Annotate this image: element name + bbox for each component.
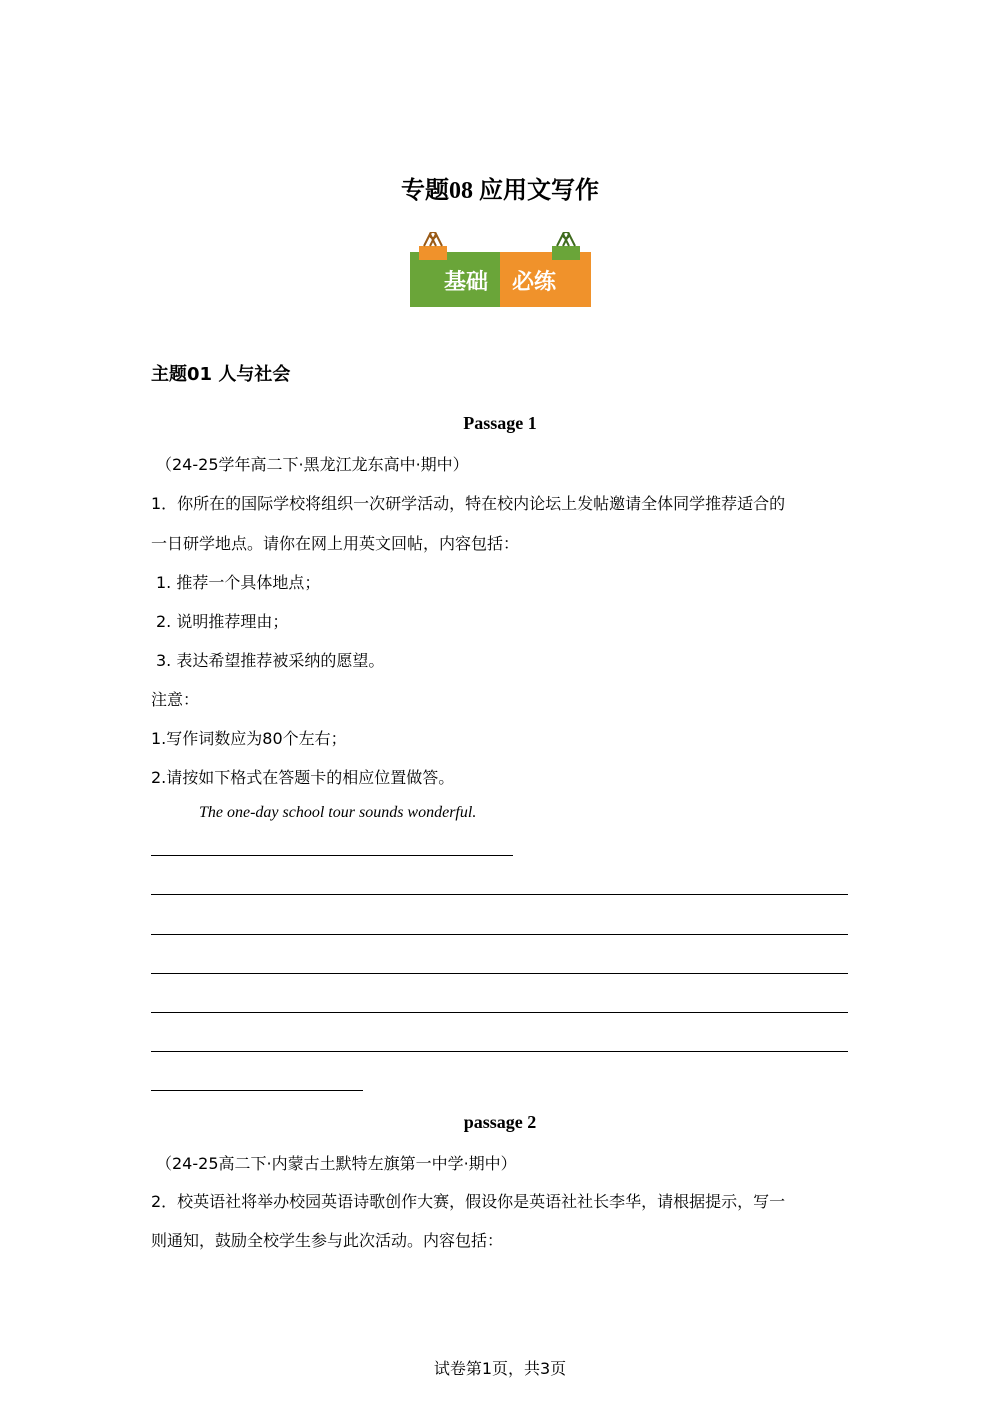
list-item: 3. 表达希望推荐被采纳的愿望。 <box>156 651 385 670</box>
list-item: 1. 推荐一个具体地点； <box>156 573 321 592</box>
passage-2-heading: passage 2 <box>463 1112 537 1132</box>
answer-line <box>151 855 513 856</box>
answer-line <box>151 1051 848 1052</box>
note-item: 1.写作词数应为80个左右； <box>151 729 347 748</box>
answer-line <box>151 973 848 974</box>
question-2-line-2: 则通知，鼓励全校学生参与此次活动。内容包括： <box>151 1231 504 1250</box>
note-item: 2.请按如下格式在答题卡的相应位置做答。 <box>151 768 455 787</box>
passage-1-heading: Passage 1 <box>463 413 537 433</box>
theme-heading: 主题01 人与社会 <box>151 364 291 385</box>
binder-clip-icon <box>419 232 447 260</box>
page-footer: 试卷第1页，共3页 <box>433 1359 567 1378</box>
binder-clip-icon <box>552 232 580 260</box>
note-label: 注意： <box>151 690 200 709</box>
banner-label-left: 基础 <box>443 270 489 295</box>
writing-starter: The one-day school tour sounds wonderful. <box>199 804 477 821</box>
answer-line <box>151 1090 363 1091</box>
question-1-line-1: 1．你所在的国际学校将组织一次研学活动，特在校内论坛上发帖邀请全体同学推荐适合的 <box>151 494 786 513</box>
question-1-line-2: 一日研学地点。请你在网上用英文回帖，内容包括： <box>151 534 520 553</box>
banner-label-right: 必练 <box>511 270 557 295</box>
banner-graphic <box>410 232 591 307</box>
list-item: 2. 说明推荐理由； <box>156 612 289 631</box>
question-2-line-1: 2．校英语社将举办校园英语诗歌创作大赛，假设你是英语社社长李华，请根据提示，写一 <box>151 1192 786 1211</box>
section-banner <box>410 232 591 307</box>
passage-1-source: （24-25学年高二下·黑龙江龙东高中·期中） <box>156 455 469 474</box>
answer-line <box>151 934 848 935</box>
page-title: 专题08 应用文写作 <box>401 178 599 204</box>
answer-line <box>151 1012 848 1013</box>
passage-2-source: （24-25高二下·内蒙古土默特左旗第一中学·期中） <box>156 1154 517 1173</box>
answer-line <box>151 894 848 895</box>
